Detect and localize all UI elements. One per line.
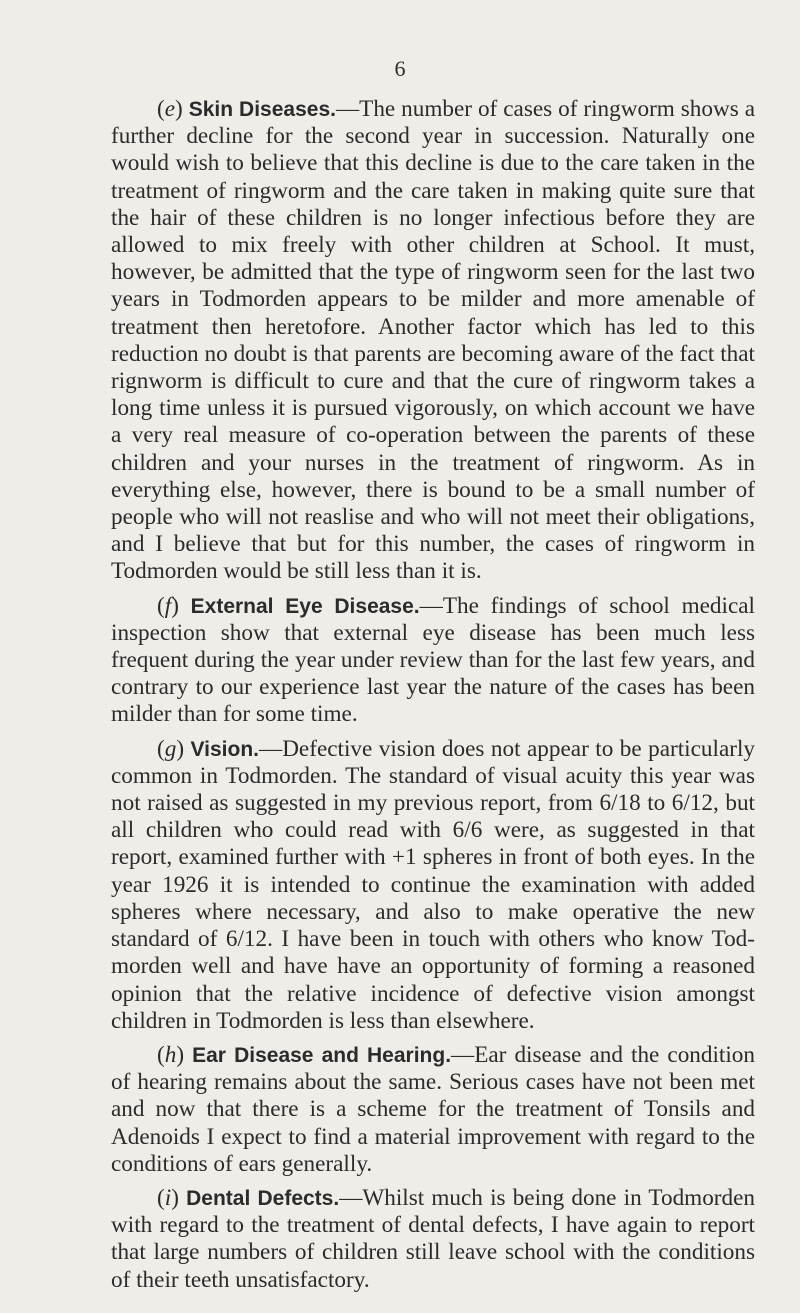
section-heading: Skin Diseases. <box>188 98 336 121</box>
section-letter: i <box>164 1184 172 1211</box>
section-body: —Ear disease and the condition of hearing remains about the same. Serious cases have not been met and now that there is a scheme for the treatment of Tonsils and Adenoids I expect to find a material improvement with regard to the conditions of ears generally. <box>111 1041 755 1177</box>
section-body: —Whilst much is being done in Todmorden with regard to the treatment of dental defects, I have again to report that large numbers of children still leave school with the conditions of their teeth unsatisfactory. <box>111 1184 755 1293</box>
section-body: —Defective vision does not appear to be particularly common in Todmorden. The standard of visual acuity this year was not raised as suggested in my previous report, from 6/18 to 6/12, but all children who could read with 6/6 were, as suggested in that report, examined further with +1 spheres in front of both eyes. In the year 1926 it is intended to continue the examination with added spheres where necessary, and also to make operative the new standard of 6/12. I have been in touch with others who know Todmorden well and have have an opportunity of forming a reasoned opinion that the relative incidence of defective vision amongst children in Todmorden is less than elsewhere. <box>111 735 755 1034</box>
page-number: 6 <box>394 56 406 81</box>
section-heading: Ear Disease and Hearing. <box>192 1043 452 1067</box>
section-heading: External Eye Disease. <box>190 594 420 618</box>
section-letter: g <box>164 735 177 762</box>
section-heading: Vision. <box>190 737 259 761</box>
section-vision: (g) Vision.—Defective vision does not appear to be particularly common in Todmorden. The standard of visual acuity this year was not raised as suggested in my previous report, from 6/18 to 6/12, but all children who could read with 6/6 were, as suggested in that report, examined further with +1 spheres in front of both eyes. In the year 1926 it is intended to continue the examination with added spheres where necessary, and also to make operative the new standard of 6/12. I have been in touch with others who know Todmorden well and have have an opportunity of forming a reasoned opinion that the relative incidence of defective vision amongst children in Todmorden is less than elsewhere. <box>111 735 755 1034</box>
section-letter: h <box>164 1041 177 1068</box>
section-letter: e <box>164 96 176 122</box>
section-body: —The findings of school medical inspection show that external eye disease has been much less frequent during the year under review than for the last few years, and contrary to our experience last year the nature of the cases has been milder than for some time. <box>111 592 755 728</box>
section-skin-diseases: (e) Skin Diseases.—The number of cases of ringworm shows a further decline for the second year in succession. Naturally one would wish to believe that this decline is due to the care taken in the treatment of ringworm and the care taken in making quite sure that the hair of these children is no longer infectious before they are allowed to mix freely with other children at School. It must, however, be admitted that the type of ringworm seen for the last two years in Todmorden appears to be milder and more amenable of treatment then heretofore. Another factor which has led to this reduction no doubt is that parents are becoming aware of the fact that rignworm is difficult to cure and that the cure of ringworm takes a long time unless it is pursued vigorously, on which account we have a very real measure of co-operation between the parents of these children and your nurses in the treatment of ringworm. As in everything else, however, there is bound to be a small number of people who will not reaslise and who will not meet their obligations, and I believe that but for this number, the cases of ringworm in Todmorden would be still less than it is. <box>111 96 756 585</box>
section-body: —The number of cases of ringworm shows a further decline for the second year in succession. Naturally one would wish to believe that this decline is due to the care taken in the treatment of ringworm and the care taken in making quite sure that the hair of these children is no longer infectious before they are allowed to mix freely with other children at School. It must, however, be admitted that the type of ringworm seen for the last two years in Todmorden appears to be milder and more amenable of treatment then heretofore. Another factor which has led to this reduction no doubt is that parents are becoming aware of the fact that rignworm is difficult to cure and that the cure of ringworm takes a long time unless it is pursued vigorously, on which account we have a very real measure of co-operation between the parents of these children and your nurses in the treatment of ringworm. As in everything else, however, there is bound to be a small number of people who will not reaslise and who will not meet their obligations, and I believe that but for this number, the cases of ringworm in Todmorden would be still less than it is. <box>111 96 756 585</box>
section-dental-defects: (i) Dental Defects.—Whilst much is being done in Todmorden with regard to the treatment of dental defects, I have again to report that large numbers of children still leave school with the conditions of their teeth unsatisfactory. <box>111 1184 755 1293</box>
document-body <box>111 96 755 1294</box>
section-heading: Dental Defects. <box>186 1186 340 1210</box>
section-external-eye-disease: (f) External Eye Disease.—The findings of school medical inspection show that external eye disease has been much less frequent during the year under review than for the last few years, and contrary to our experience last year the nature of the cases has been milder than for some time. <box>111 592 755 728</box>
section-letter: f <box>164 592 172 619</box>
section-ear-disease-and-hearing: (h) Ear Disease and Hearing.—Ear disease and the condition of hearing remains about the same. Serious cases have not been met and now that there is a scheme for the treatment of Tonsils and Adenoids I expect to find a material improvement with regard to the conditions of ears generally. <box>111 1041 755 1177</box>
